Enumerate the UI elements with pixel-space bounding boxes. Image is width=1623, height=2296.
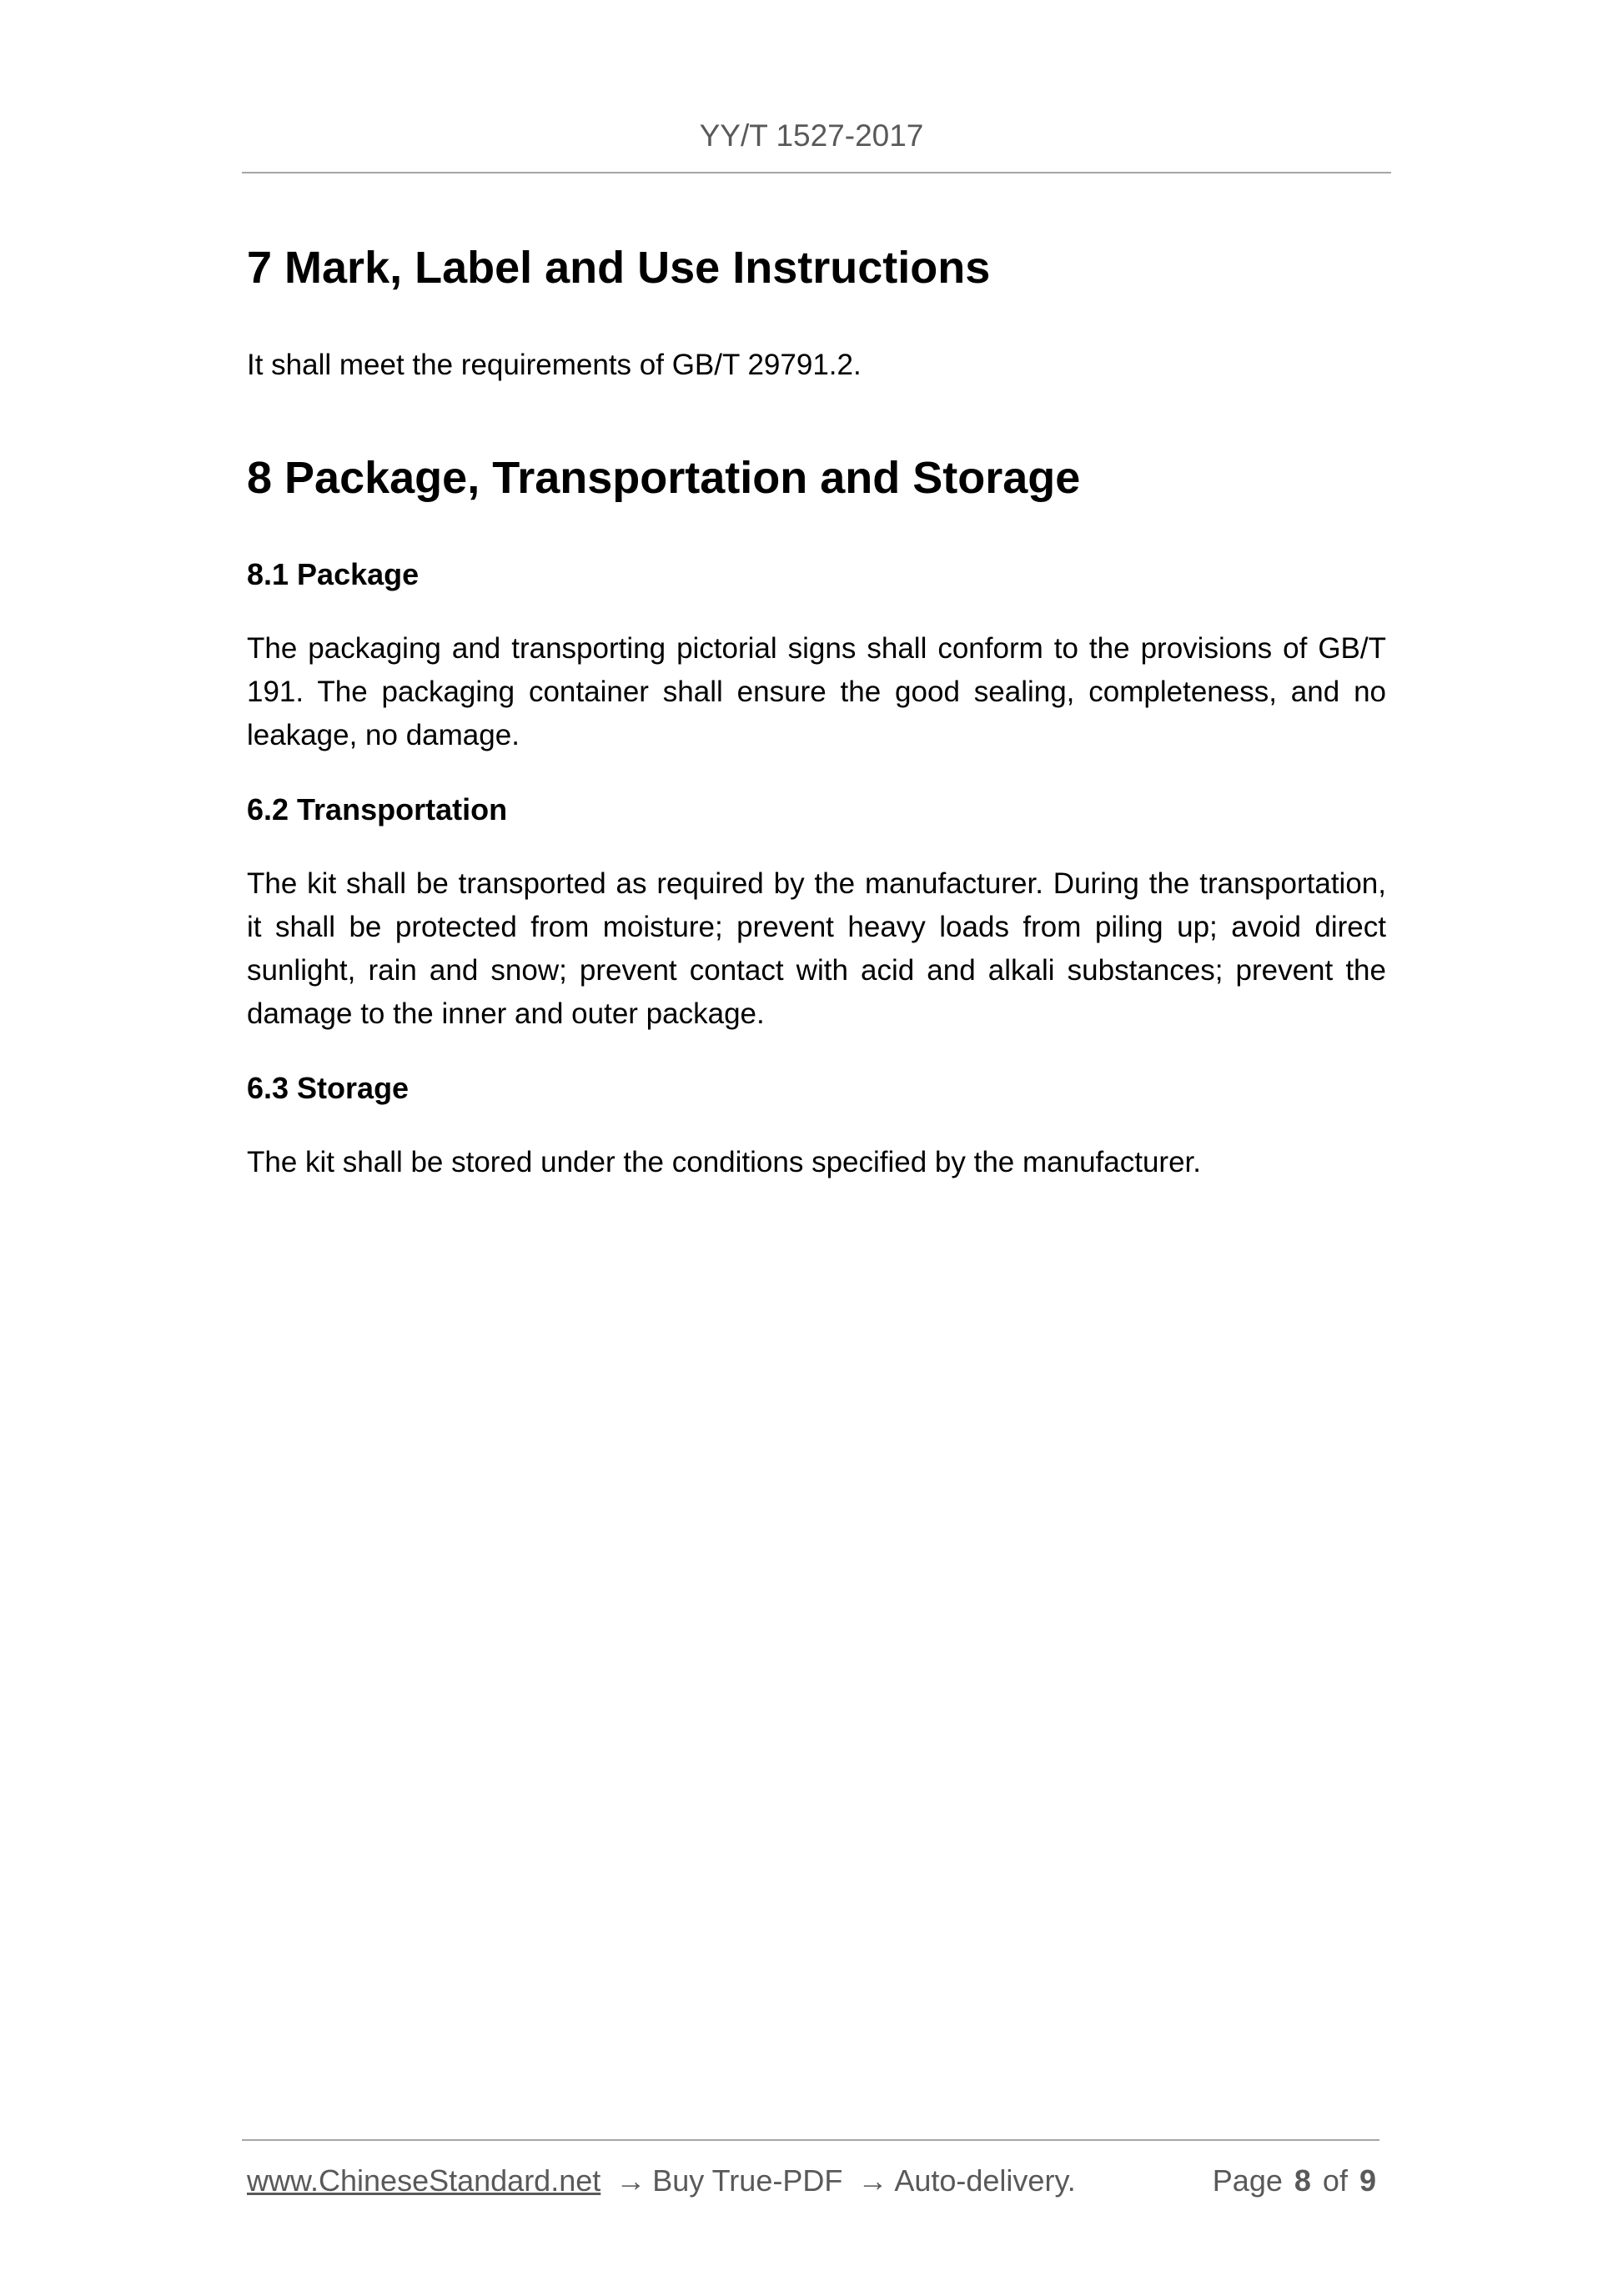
chinesestandard-link[interactable]: www.ChineseStandard.net <box>247 2163 601 2198</box>
subsection-8-1-heading: 8.1 Package <box>247 557 420 591</box>
right-arrow-icon: → <box>616 2163 646 2198</box>
page-label: Page <box>1212 2163 1283 2198</box>
auto-delivery-text: Auto-delivery. <box>894 2163 1076 2198</box>
section-8-heading: 8 Package, Transportation and Storage <box>247 453 1081 503</box>
subsection-6-3-heading: 6.3 Storage <box>247 1071 410 1105</box>
footer-promo <box>247 2160 1076 2202</box>
subsection-8-1-body: The packaging and transporting pictorial signs shall conform to the provisions of GB/T 191. The packaging container shall ensure the good sealing, completeness, and no leakage, no damage. <box>247 632 1386 751</box>
section-7-heading: 7 Mark, Label and Use Instructions <box>247 243 991 293</box>
subsection-6-3-body: The kit shall be stored under the conditions specified by the manufacturer. <box>247 1146 1201 1178</box>
section-7-body: It shall meet the requirements of GB/T 29791.2. <box>247 349 862 381</box>
subsection-6-2-body: The kit shall be transported as required by the manufacturer. During the transportation, it shall be protected from moisture; prevent heavy loads from piling up; avoid direct sunlight, rain and snow; prevent contact with acid and alkali substances; prevent the damage to the inner and outer package. <box>247 867 1386 1030</box>
header-divider <box>242 172 1391 173</box>
of-label: of <box>1322 2163 1348 2198</box>
document-header-title: YY/T 1527-2017 <box>699 118 924 153</box>
page-total: 9 <box>1359 2163 1376 2198</box>
page-footer <box>247 2160 1379 2202</box>
footer-divider <box>242 2139 1379 2141</box>
buy-true-pdf-text: Buy True-PDF <box>652 2163 843 2198</box>
right-arrow-icon: → <box>857 2163 888 2198</box>
page-current: 8 <box>1294 2163 1311 2198</box>
subsection-6-2-heading: 6.2 Transportation <box>247 792 508 826</box>
page-number <box>1213 2160 1379 2202</box>
